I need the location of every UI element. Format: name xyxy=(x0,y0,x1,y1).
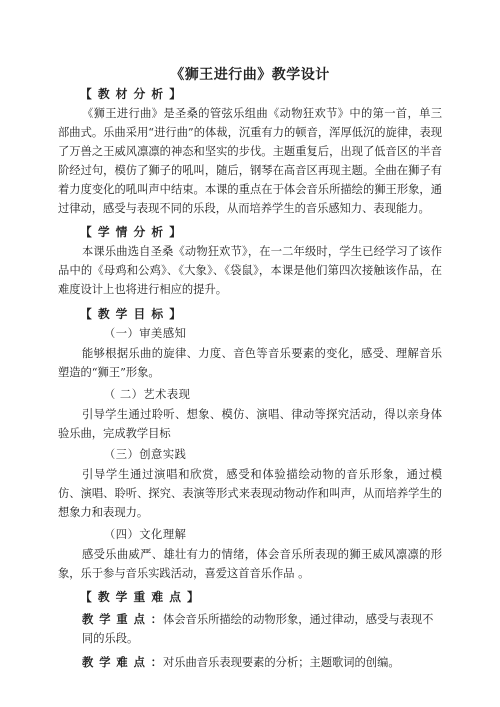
document-title: 《狮王进行曲》教学设计 xyxy=(170,67,330,83)
goal-aesthetic-text: 能够根据乐曲的旋律、力度、音色等音乐要素的变化，感受、理解音乐塑造的“狮王”形象。 xyxy=(58,347,442,380)
goal-creative-practice-text: 引导学生通过演唱和欣赏，感受和体验描绘动物的音乐形象，通过模仿、演唱、聆听、探究、表演等形式来表现动物动作和叫声，从而培养学生的想象力和表现力。 xyxy=(58,468,442,520)
goal-art-expression-text: 引导学生通过聆听、想象、模仿、演唱、律动等探究活动，得以亲身体验乐曲，完成教学目标 xyxy=(58,407,442,440)
goal-cultural-understanding-text: 感受乐曲威严、雄壮有力的情绪，体会音乐所表现的狮王威风凛凛的形象，乐于参与音乐实践活动，喜爱这首音乐作品 。 xyxy=(58,547,442,580)
goal-art-expression-label: （ 二）艺术表现 xyxy=(104,387,191,401)
heading-teaching-goals: 【 教 学 目 标 】 xyxy=(80,306,182,321)
goal-cultural-understanding-label: （四）文化理解 xyxy=(104,527,187,541)
goal-aesthetic-label: （一）审美感知 xyxy=(104,327,187,341)
key-point-text: 体会音乐所描绘的动物形象，通过律动，感受与表现不同的乐段。 xyxy=(82,612,434,645)
difficult-point-line xyxy=(82,653,442,673)
difficult-point-text: 对乐曲音乐表现要素的分析；主题歌词的创编。 xyxy=(163,655,400,669)
goal-creative-practice-label: （三）创意实践 xyxy=(104,448,187,462)
student-analysis-paragraph: 本课乐曲选自圣桑《动物狂欢节》，在一二年级时，学生已经学习了该作品中的《母鸡和公鸡》、《大象》、《袋鼠》，本课是他们第四次接触该作品，在难度设计上也将进行相应的提升。 xyxy=(58,245,442,296)
heading-student-analysis: 【 学 情 分 析 】 xyxy=(80,225,182,240)
key-point-label: 教 学 重 点 ： xyxy=(82,611,164,626)
difficult-point-label: 教 学 难 点 ： xyxy=(82,654,164,669)
heading-materials-analysis: 【 教 材 分 析 】 xyxy=(80,86,182,101)
materials-analysis-paragraph: 《狮王进行曲》是圣桑的管弦乐组曲《动物狂欢节》中的第一首，单三部曲式。乐曲采用“进行曲”的体裁，沉重有力的顿音，浑厚低沉的旋律，表现了万兽之王威风凛凛的神态和坚实的步伐。主题重复后，出现了低音区的半音阶经过句，模仿了狮子的吼叫，随后，钢琴在高音区再现主题。全曲在狮子有着力度变化的吼叫声中结束。本课的重点在于体会音乐所描绘的狮王形象，通过律动，感受与表现不同的乐段，从而培养学生的音乐感知力、表现能力。 xyxy=(58,106,442,215)
key-point-line xyxy=(82,610,442,649)
heading-key-difficult-points: 【 教 学 重 难 点 】 xyxy=(80,590,200,605)
